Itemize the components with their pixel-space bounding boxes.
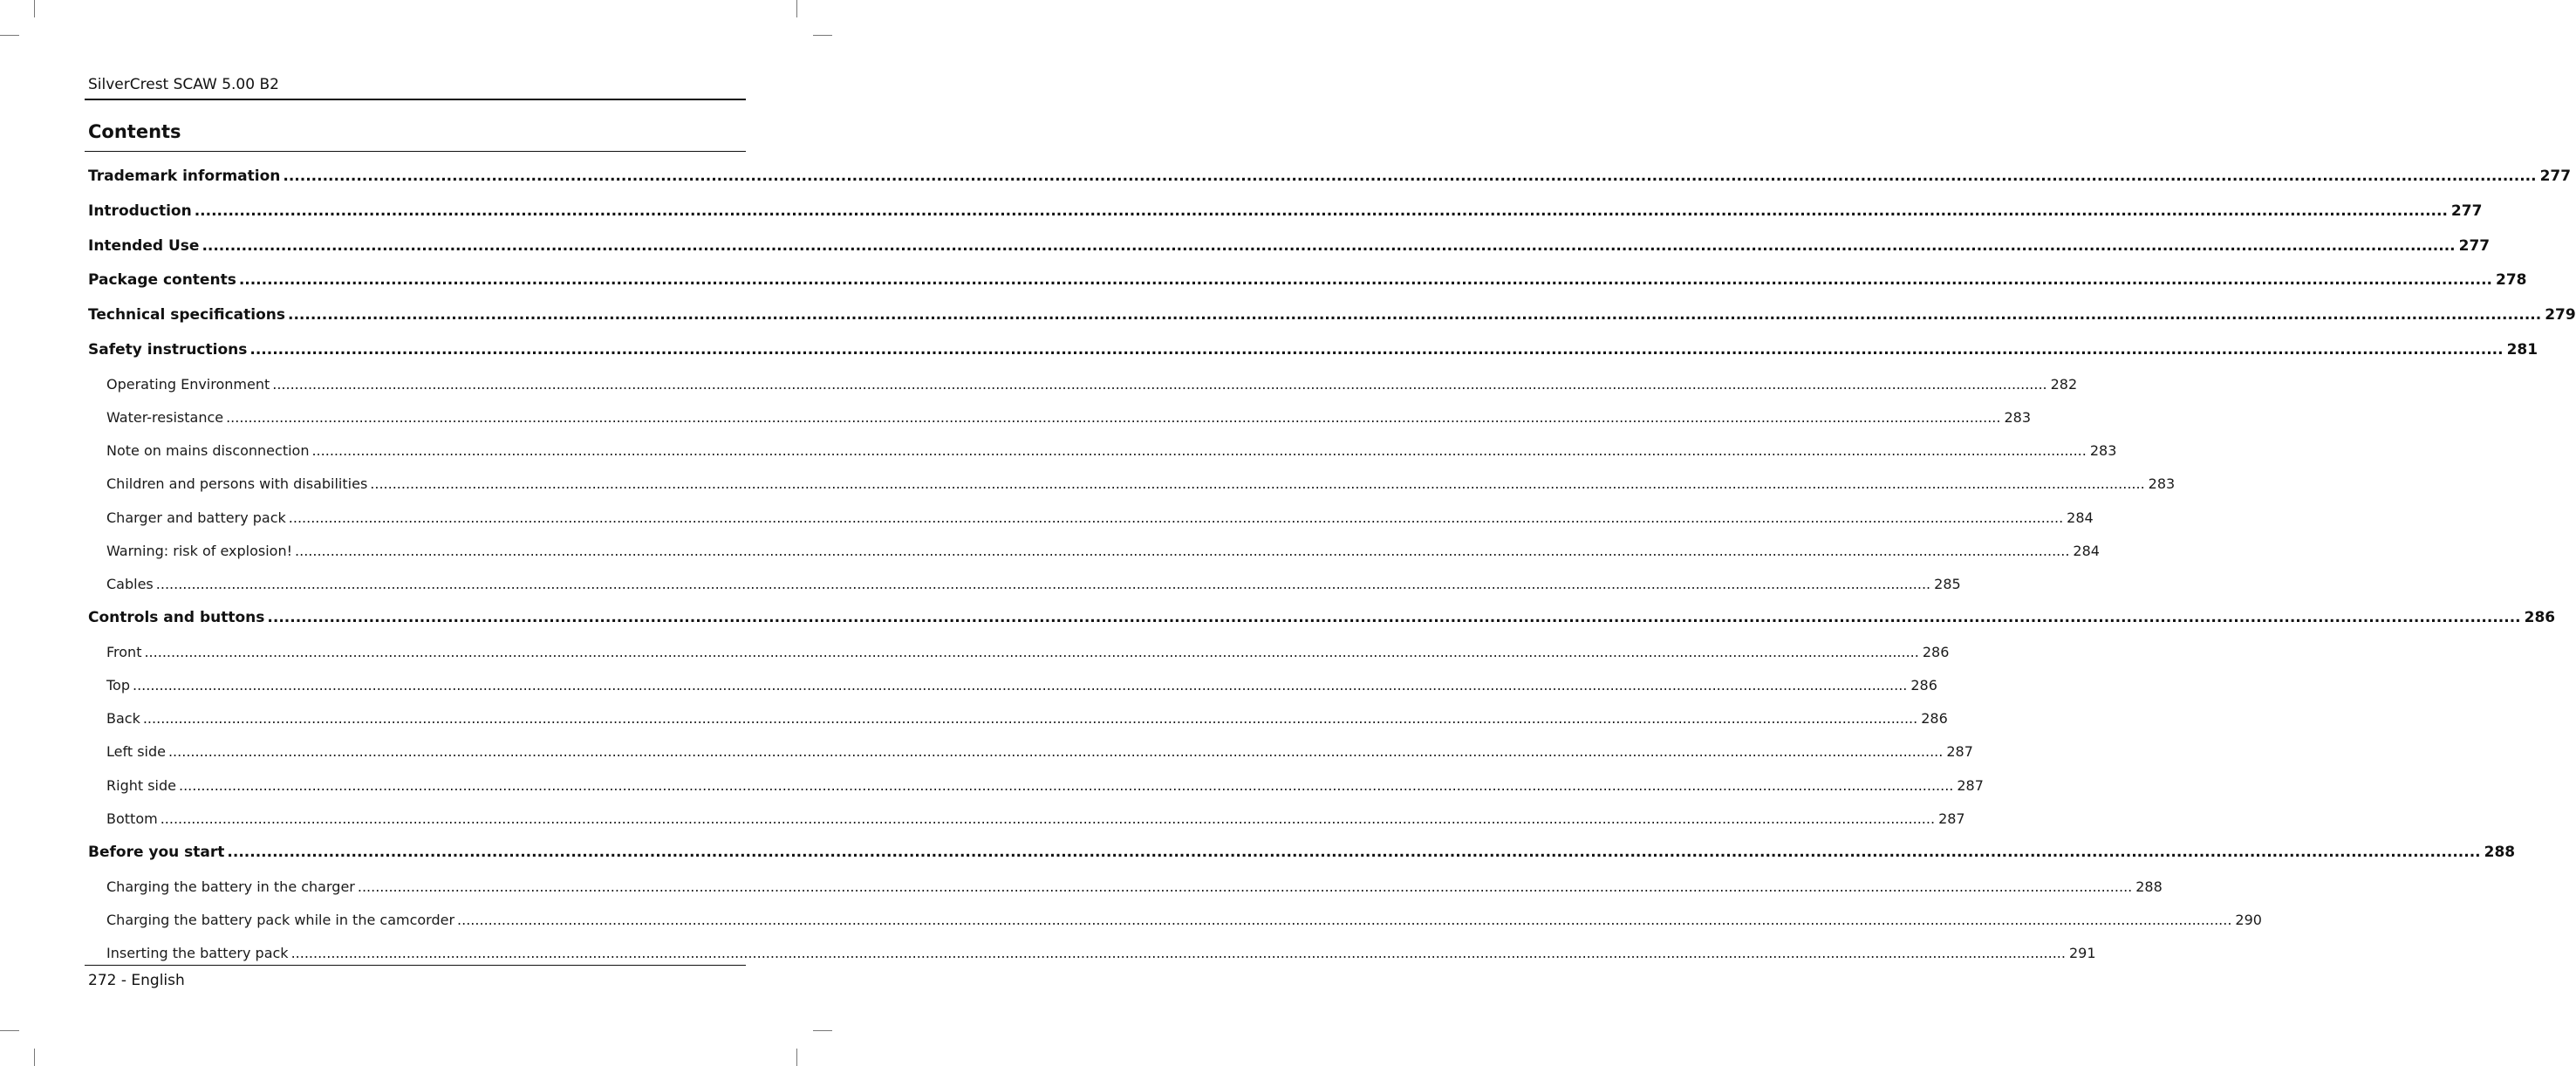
toc-entry-page: 282: [2050, 375, 2078, 393]
toc-entry-page: 288: [2135, 878, 2163, 895]
toc-entry[interactable]: [88, 195, 2483, 229]
toc-entry[interactable]: [88, 669, 1937, 702]
dot-leader: ................................................................................................................................................................................................................................................................................................................................................................................................................: [283, 167, 2537, 185]
title-rule: [85, 151, 746, 152]
header-rule: [85, 99, 746, 100]
dot-leader: ................................................................................................................................................................................................................................................................................................................................................................................................................: [311, 442, 2087, 460]
toc-entry-page: 284: [2073, 542, 2100, 559]
toc-entry-label: Left side: [106, 743, 166, 761]
toc-entry[interactable]: [88, 568, 1961, 601]
toc-entry-label: Cables: [106, 575, 154, 592]
toc-entry-page: 286: [1910, 677, 1937, 694]
toc-entry-label: Children and persons with disabilities: [106, 475, 368, 493]
crop-mark: [34, 1049, 35, 1066]
toc-entry[interactable]: [88, 502, 2094, 535]
crop-mark: [813, 35, 832, 36]
dot-leader: ................................................................................................................................................................................................................................................................................................................................................................................................................: [288, 509, 2064, 526]
toc-entry-label: Charging the battery pack while in the camcorder: [106, 912, 455, 928]
toc-entry-label: Inserting the battery pack: [106, 945, 289, 962]
table-of-contents: [88, 160, 2576, 970]
toc-entry-label: Back: [106, 710, 140, 728]
toc-entry-page: 283: [2004, 408, 2032, 426]
toc-entry-label: Intended Use: [88, 236, 200, 255]
toc-entry[interactable]: [88, 636, 1950, 669]
dot-leader: ................................................................................................................................................................................................................................................................................................................................................................................................................: [194, 202, 2448, 220]
toc-entry[interactable]: [88, 160, 2572, 195]
toc-entry-page: 283: [2148, 475, 2176, 493]
dot-leader: ................................................................................................................................................................................................................................................................................................................................................................................................................: [133, 677, 1908, 694]
toc-entry[interactable]: [88, 368, 2078, 401]
toc-entry-page: 283: [2089, 442, 2117, 460]
toc-entry-page: 286: [1921, 710, 1948, 728]
toc-entry-label: Note on mains disconnection: [106, 442, 310, 460]
toc-entry[interactable]: [88, 434, 2117, 468]
dot-leader: ................................................................................................................................................................................................................................................................................................................................................................................................................: [227, 844, 2481, 862]
page-title: Contents: [88, 121, 181, 142]
toc-entry-page: 291: [2068, 945, 2096, 962]
dot-leader: ................................................................................................................................................................................................................................................................................................................................................................................................................: [457, 912, 2232, 928]
toc-entry[interactable]: [88, 263, 2527, 298]
toc-entry-page: 277: [2450, 202, 2483, 220]
crop-mark: [34, 0, 35, 17]
toc-entry-label: Charging the battery in the charger: [106, 878, 355, 895]
dot-leader: ................................................................................................................................................................................................................................................................................................................................................................................................................: [167, 743, 1944, 761]
toc-entry-label: Introduction: [88, 202, 192, 220]
toc-entry-label: Technical specifications: [88, 306, 285, 325]
toc-entry-label: Trademark information: [88, 167, 281, 185]
toc-entry-label: Safety instructions: [88, 340, 248, 359]
toc-entry-label: Controls and buttons: [88, 609, 265, 627]
toc-entry[interactable]: [88, 735, 1973, 769]
toc-entry-label: Right side: [106, 776, 176, 794]
dot-leader: ................................................................................................................................................................................................................................................................................................................................................................................................................: [288, 306, 2542, 325]
dot-leader: ................................................................................................................................................................................................................................................................................................................................................................................................................: [370, 475, 2145, 493]
crop-mark: [796, 1049, 797, 1066]
toc-entry-label: Water-resistance: [106, 408, 224, 426]
toc-entry-page: 290: [2235, 912, 2262, 928]
toc-entry[interactable]: [88, 836, 2516, 871]
toc-entry[interactable]: [88, 468, 2176, 501]
dot-leader: ................................................................................................................................................................................................................................................................................................................................................................................................................: [267, 609, 2521, 627]
toc-entry-page: 279: [2545, 306, 2576, 325]
toc-entry-page: 287: [1938, 810, 1965, 827]
toc-entry[interactable]: [88, 229, 2491, 264]
toc-entry[interactable]: [88, 702, 1948, 735]
toc-entry-page: 285: [1934, 575, 1961, 592]
toc-entry-label: Before you start: [88, 844, 225, 862]
toc-entry[interactable]: [88, 904, 2262, 937]
dot-leader: ................................................................................................................................................................................................................................................................................................................................................................................................................: [155, 575, 1931, 592]
toc-entry-label: Charger and battery pack: [106, 509, 286, 526]
toc-entry-page: 284: [2067, 509, 2094, 526]
toc-entry-label: Package contents: [88, 271, 236, 290]
toc-entry-label: Front: [106, 643, 142, 660]
dot-leader: ................................................................................................................................................................................................................................................................................................................................................................................................................: [249, 340, 2504, 359]
toc-entry-page: 286: [1922, 643, 1950, 660]
crop-mark: [796, 0, 797, 17]
toc-entry[interactable]: [88, 298, 2576, 333]
toc-entry-page: 277: [2458, 236, 2491, 255]
dot-leader: ................................................................................................................................................................................................................................................................................................................................................................................................................: [142, 710, 1918, 728]
crop-mark: [0, 1030, 19, 1031]
toc-entry-page: 287: [1946, 743, 1973, 761]
toc-entry-label: Warning: risk of explosion!: [106, 542, 293, 559]
toc-entry-label: Bottom: [106, 810, 158, 827]
toc-entry-page: 287: [1957, 776, 1984, 794]
toc-entry[interactable]: [88, 401, 2032, 434]
toc-entry-page: 288: [2484, 844, 2516, 862]
toc-entry[interactable]: [88, 535, 2100, 568]
page-number: 272 - English: [88, 972, 185, 989]
dot-leader: ................................................................................................................................................................................................................................................................................................................................................................................................................: [272, 375, 2047, 393]
toc-entry-page: 277: [2539, 167, 2572, 185]
footer-rule: [85, 965, 746, 966]
toc-entry-label: Operating Environment: [106, 375, 270, 393]
toc-entry[interactable]: [88, 871, 2163, 904]
dot-leader: ................................................................................................................................................................................................................................................................................................................................................................................................................: [179, 776, 1954, 794]
toc-entry-page: 286: [2524, 609, 2556, 627]
toc-entry-page: 278: [2496, 271, 2527, 290]
crop-mark: [0, 35, 19, 36]
toc-entry[interactable]: [88, 333, 2538, 368]
crop-mark: [813, 1030, 832, 1031]
dot-leader: ................................................................................................................................................................................................................................................................................................................................................................................................................: [226, 408, 2001, 426]
toc-entry[interactable]: [88, 601, 2556, 636]
dot-leader: ................................................................................................................................................................................................................................................................................................................................................................................................................: [238, 271, 2493, 290]
dot-leader: ................................................................................................................................................................................................................................................................................................................................................................................................................: [357, 878, 2133, 895]
toc-entry-page: 281: [2506, 340, 2538, 359]
running-header: SilverCrest SCAW 5.00 B2: [88, 76, 279, 93]
dot-leader: ................................................................................................................................................................................................................................................................................................................................................................................................................: [290, 945, 2066, 962]
dot-leader: ................................................................................................................................................................................................................................................................................................................................................................................................................: [202, 236, 2456, 255]
toc-entry[interactable]: [88, 803, 1965, 836]
toc-entry[interactable]: [88, 769, 1984, 803]
toc-entry-label: Top: [106, 677, 130, 694]
dot-leader: ................................................................................................................................................................................................................................................................................................................................................................................................................: [160, 810, 1936, 827]
dot-leader: ................................................................................................................................................................................................................................................................................................................................................................................................................: [144, 643, 1919, 660]
dot-leader: ................................................................................................................................................................................................................................................................................................................................................................................................................: [295, 542, 2070, 559]
